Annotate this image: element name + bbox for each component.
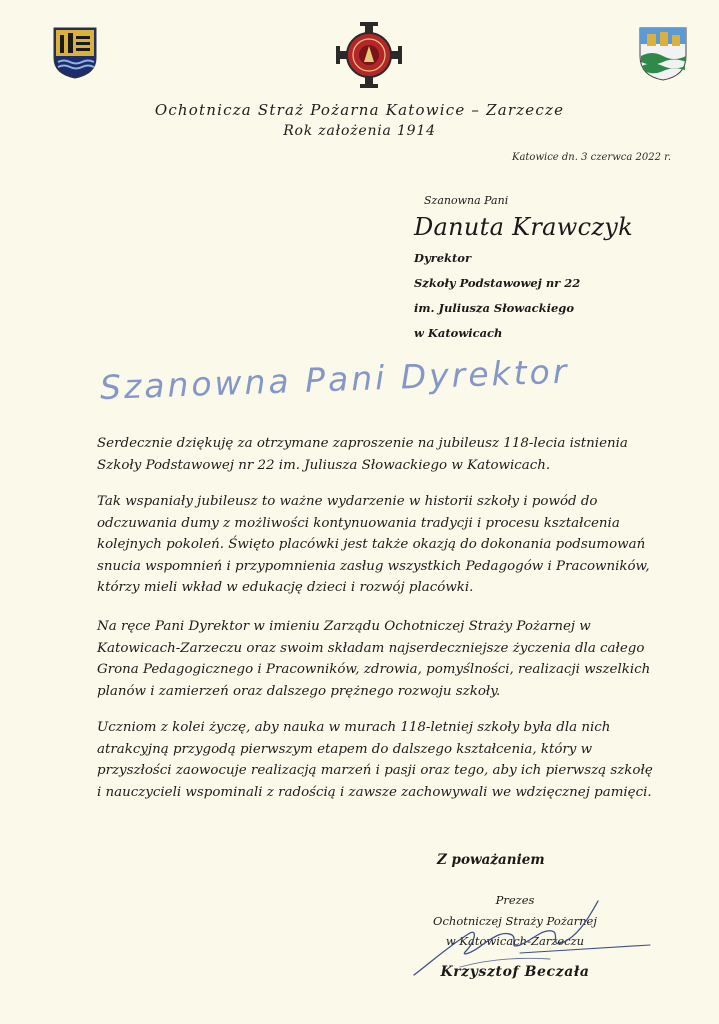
body-line: Katowicach-Zarzeczu oraz swoim składam najserdeczniejsze życzenia dla całego: [97, 640, 645, 656]
signer-location: w Katowicach-Zarzeczu: [445, 934, 585, 948]
signer-title: Prezes: [495, 893, 535, 907]
body-line: planów i zamierzeń oraz dalszego prężnego rozwoju szkoły.: [97, 683, 501, 699]
recipient-name: Danuta Krawczyk: [414, 213, 633, 241]
body-line: Tak wspaniały jubileusz to ważne wydarzenie w historii szkoły i powód do: [97, 494, 598, 509]
body-paragraph: [97, 717, 687, 803]
zarzecze-coat-of-arms-icon: [638, 26, 688, 82]
body-line: którzy mieli wkład w edukację dzieci i rozwój placówki.: [97, 580, 474, 595]
body-paragraph: [97, 433, 687, 476]
founding-year: Rok założenia 1914: [283, 123, 436, 139]
recipient-title: Dyrektor: [414, 251, 472, 265]
body-line: Szkoły Podstawowej nr 22 im. Juliusza Słowackiego w Katowicach.: [97, 457, 551, 473]
body-line: przyszłości zaowocuje realizacją marzeń i pasji oraz tego, aby ich pierwszą szkołę: [97, 763, 653, 778]
body-line: odczuwania dumy z możliwości kontynuowania tradycji i procesu kształcenia: [97, 515, 620, 531]
recipient-city: w Katowicach: [414, 326, 503, 340]
signer-name: Krzysztof Beczała: [440, 964, 590, 980]
body-paragraph: [97, 616, 687, 702]
signer-organization: Ochotniczej Straży Pożarnej: [433, 914, 597, 928]
organization-name: Ochotnicza Straż Pożarna Katowice – Zarzecze: [154, 101, 565, 119]
recipient-salutation: Szanowna Pani: [424, 194, 509, 207]
fire-brigade-emblem-icon: [336, 22, 402, 88]
body-line: i nauczycieli wspominali z radością i zawsze zachowywali we wdzięcznej pamięci.: [97, 784, 652, 800]
body-line: Uczniom z kolei życzę, aby nauka w murach 118-letniej szkoły była dla nich: [97, 720, 611, 735]
body-line: Na ręce Pani Dyrektor w imieniu Zarządu Ochotniczej Straży Pożarnej w: [97, 619, 591, 634]
body-line: Serdecznie dziękuję za otrzymane zaproszenie na jubileusz 118-lecia istnienia: [97, 436, 628, 451]
body-line: snucia wspomnień i przypomnienia zasług wszystkich Pedagogów i Pracowników,: [97, 558, 650, 574]
body-line: kolejnych pokoleń. Święto placówki jest także okazją do dokonania podsumowań: [97, 537, 646, 552]
handwritten-greeting: Szanowna Pani Dyrektor: [99, 351, 570, 407]
body-paragraph: [97, 491, 687, 599]
body-line: atrakcyjną przygodą pierwszym etapem do dalszego kształcenia, który w: [97, 741, 593, 757]
recipient-school-patron: im. Juliusza Słowackiego: [414, 301, 575, 315]
katowice-coat-of-arms-icon: [52, 26, 98, 80]
body-line: Grona Pedagogicznego i Pracowników, zdrowia, pomyślności, realizacji wszelkich: [97, 662, 651, 677]
handwritten-signature-icon: [400, 893, 670, 983]
closing-phrase: Z poważaniem: [437, 852, 545, 868]
recipient-school: Szkoły Podstawowej nr 22: [414, 276, 581, 290]
letter-date: Katowice dn. 3 czerwca 2022 r.: [511, 152, 671, 163]
